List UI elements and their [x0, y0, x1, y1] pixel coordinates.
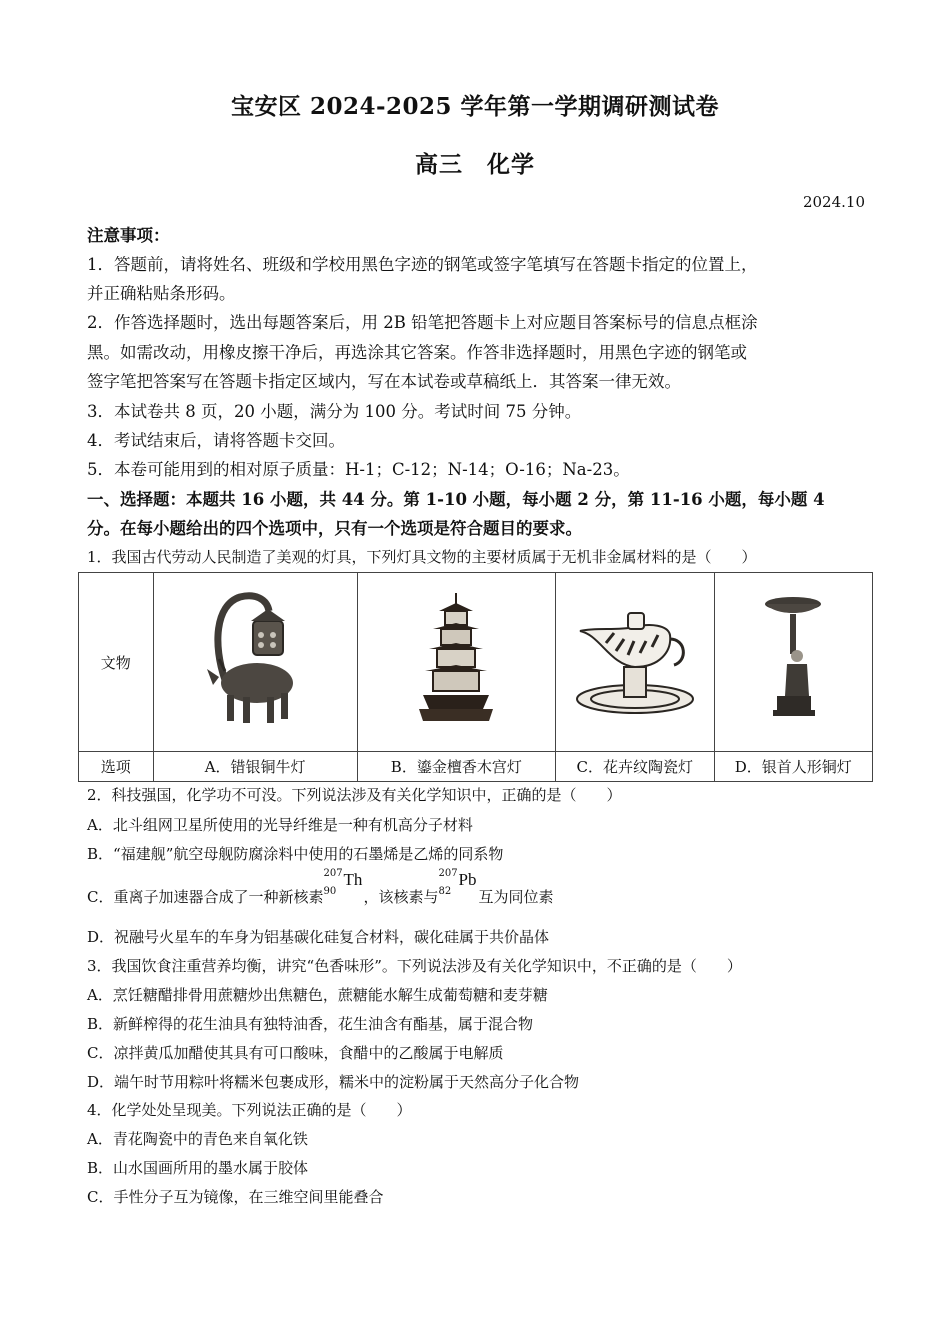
option-text: 互为同位素 — [478, 888, 554, 906]
row-label: 文物 — [79, 573, 154, 752]
atomic-number: 82 — [438, 886, 452, 897]
question-1-stem: 1．我国古代劳动人民制造了美观的灯具，下列灯具文物的主要材质属于无机非金属材料的是（ ） — [87, 548, 757, 566]
notice-line: 1．答题前，请将姓名、班级和学校用黑色字迹的钢笔或签字笔填写在答题卡指定的位置上， — [87, 255, 758, 274]
question-4-stem: 4．化学处处呈现美。下列说法正确的是（ ） — [87, 1101, 412, 1119]
option-d: D．银首人形铜灯 — [714, 752, 872, 782]
lamp-image-b — [357, 573, 555, 752]
lamp-table — [78, 572, 873, 782]
bronze-ox-lamp-image — [195, 585, 315, 735]
lamp-image-d — [714, 573, 872, 752]
question-4-option-b: B．山水国画所用的墨水属于胶体 — [87, 1159, 309, 1177]
notice-line: 2．作答选择题时，选出每题答案后，用 2B 铅笔把答题卡上对应题目答案标号的信息点框涂 — [87, 313, 758, 332]
notice-line: 黑。如需改动，用橡皮擦干净后，再选涂其它答案。作答非选择题时，用黑色字迹的钢笔或 — [87, 343, 747, 362]
sandalwood-palace-lamp-image — [411, 585, 501, 735]
section-heading: 分。在每小题给出的四个选项中，只有一个选项是符合题目的要求。 — [87, 519, 582, 538]
option-b: B．鎏金檀香木宫灯 — [357, 752, 555, 782]
lamp-image-c — [555, 573, 714, 752]
mass-number: 207 — [438, 868, 458, 879]
table-row — [79, 752, 873, 782]
nuclide-th — [323, 868, 363, 902]
question-3-option-a: A．烹饪糖醋排骨用蔗糖炒出焦糖色，蔗糖能水解生成葡萄糖和麦芽糖 — [87, 986, 548, 1004]
question-3-stem: 3．我国饮食注重营养均衡，讲究“色香味形”。下列说法涉及有关化学知识中，不正确的是（ ） — [87, 957, 742, 975]
row-label: 选项 — [79, 752, 154, 782]
question-3-option-c: C．凉拌黄瓜加醋使其具有可口酸味，食醋中的乙酸属于电解质 — [87, 1044, 504, 1062]
option-text: C．重离子加速器合成了一种新核素 — [87, 888, 324, 906]
option-text: ，该核素与 — [363, 888, 439, 906]
exam-date: 2024.10 — [802, 193, 865, 211]
mass-number: 207 — [323, 868, 343, 879]
lamp-image-a — [153, 573, 357, 752]
question-2-option-c — [87, 868, 554, 907]
exam-title: 宝安区 2024-2025 学年第一学期调研测试卷 — [230, 93, 720, 120]
silver-figure-bronze-lamp-image — [753, 590, 833, 730]
question-4-option-c: C．手性分子互为镜像，在三维空间里能叠合 — [87, 1188, 384, 1206]
section-heading: 一、选择题：本题共 16 小题，共 44 分。第 1-10 小题，每小题 2 分，第 11-16 小题，每小题 4 — [87, 490, 825, 509]
notice-line: 3．本试卷共 8 页，20 小题，满分为 100 分。考试时间 75 分钟。 — [87, 402, 582, 421]
nuclide-pb — [438, 868, 479, 902]
question-2-stem: 2．科技强国，化学功不可没。下列说法涉及有关化学知识中，正确的是（ ） — [87, 786, 622, 804]
option-c: C．花卉纹陶瓷灯 — [555, 752, 714, 782]
ceramic-flower-lamp-image — [570, 595, 700, 725]
notice-heading: 注意事项： — [87, 226, 170, 245]
atomic-number: 90 — [323, 886, 337, 897]
option-a: A．错银铜牛灯 — [153, 752, 357, 782]
element-symbol: Th — [343, 870, 363, 889]
question-3-option-d: D．端午时节用粽叶将糯米包裹成形，糯米中的淀粉属于天然高分子化合物 — [87, 1073, 580, 1091]
question-4-option-a: A．青花陶瓷中的青色来自氧化铁 — [87, 1130, 308, 1148]
notice-line: 签字笔把答案写在答题卡指定区域内，写在本试卷或草稿纸上．其答案一律无效。 — [87, 372, 681, 391]
exam-subtitle: 高三 化学 — [415, 151, 535, 178]
notice-line: 5．本卷可能用到的相对原子质量：H-1；C-12；N-14；O-16；Na-23。 — [87, 460, 630, 479]
question-2-option-b: B．“福建舰”航空母舰防腐涂料中使用的石墨烯是乙烯的同系物 — [87, 845, 504, 863]
table-row — [79, 573, 873, 752]
question-3-option-b: B．新鲜榨得的花生油具有独特油香，花生油含有酯基，属于混合物 — [87, 1015, 534, 1033]
element-symbol: Pb — [458, 870, 477, 889]
notice-line: 并正确粘贴条形码。 — [87, 284, 236, 303]
question-2-option-a: A．北斗组网卫星所使用的光导纤维是一种有机高分子材料 — [87, 816, 473, 834]
notice-line: 4．考试结束后，请将答题卡交回。 — [87, 431, 345, 450]
question-2-option-d: D．祝融号火星车的车身为铝基碳化硅复合材料，碳化硅属于共价晶体 — [87, 928, 550, 946]
